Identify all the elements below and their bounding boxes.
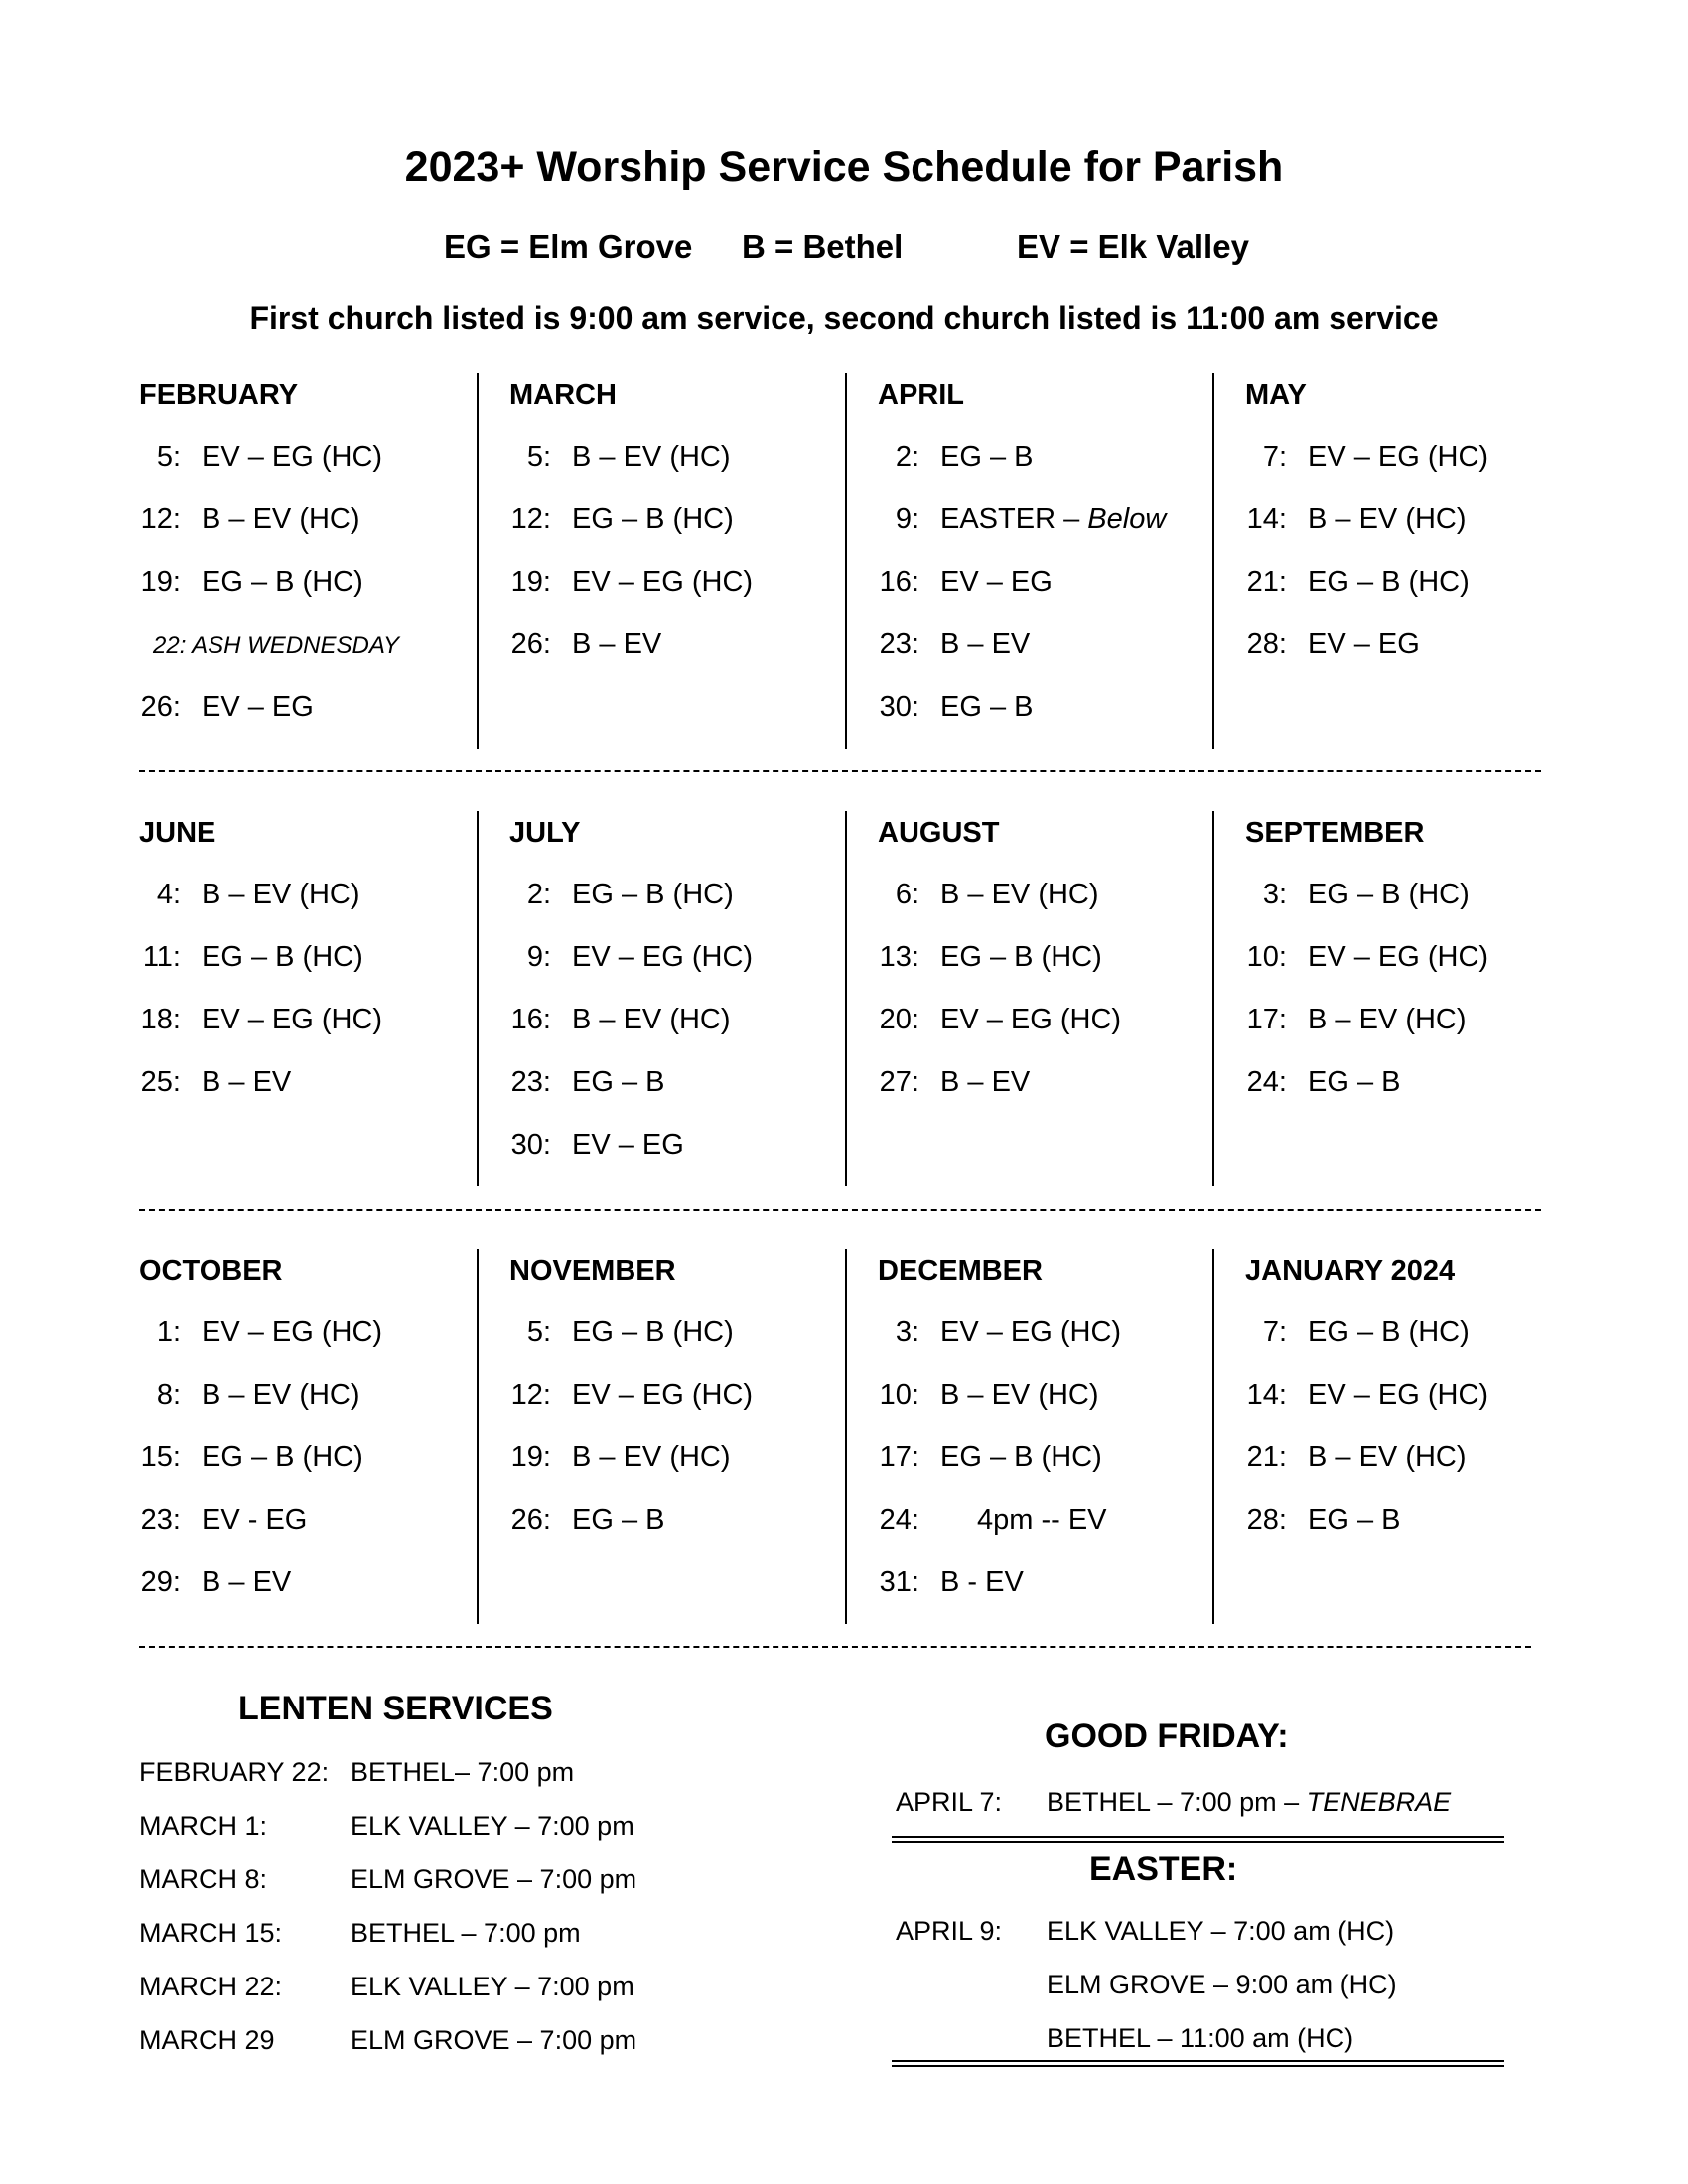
entry-service: EG – B (HC) [572, 503, 734, 535]
month-name: AUGUST [878, 817, 1000, 849]
entry-service: B - EV [940, 1567, 1024, 1598]
entry-day: 18: [140, 1004, 181, 1035]
entry-service: EG – B (HC) [940, 1441, 1102, 1473]
entry-service: EV – EG (HC) [202, 441, 383, 473]
entry-service: EG – B [1308, 1504, 1401, 1536]
schedule-entry [509, 941, 754, 974]
schedule-entry [139, 566, 363, 599]
entry-day: 7: [1262, 1316, 1287, 1348]
page-title: 2023+ Worship Service Schedule for Parish [404, 143, 1284, 191]
entry-day: 28: [1246, 1504, 1287, 1536]
entry-day: 5: [156, 441, 181, 473]
entry-service: EG – B [572, 1504, 665, 1536]
entry-day: 27: [879, 1066, 919, 1098]
entry-service: B – EV (HC) [572, 441, 731, 473]
entry-day: 31: [879, 1567, 919, 1598]
month-block [845, 1249, 1212, 1624]
schedule-entry [878, 503, 1167, 536]
lenten-service: ELM GROVE – 7:00 pm [351, 2025, 637, 2055]
month-name: OCTOBER [139, 1255, 283, 1287]
entry-day: 19: [140, 566, 181, 598]
entry-day: 25: [140, 1066, 181, 1098]
month-block [1212, 1249, 1541, 1624]
entry-service: EG – B (HC) [202, 941, 363, 973]
entry-day: 9: [895, 503, 919, 535]
schedule-entry [878, 879, 1099, 911]
schedule-note [139, 628, 399, 661]
month-block [477, 811, 845, 1186]
schedule-entry [878, 1504, 1107, 1537]
entry-day: 30: [510, 1129, 551, 1160]
entry-service: B – EV (HC) [940, 1379, 1099, 1411]
entry-service: EV – EG (HC) [572, 1379, 754, 1411]
note-text: 22: ASH WEDNESDAY [153, 632, 400, 659]
month-block [137, 373, 475, 749]
entry-service: EV – EG (HC) [1308, 441, 1489, 473]
entry-day: 14: [1246, 503, 1287, 535]
entry-day: 23: [879, 628, 919, 660]
entry-day: 13: [879, 941, 919, 973]
schedule-entry [1245, 503, 1467, 536]
legend-elm-grove: EG = Elm Grove [444, 228, 693, 265]
entry-day: 26: [510, 1504, 551, 1536]
month-block [1212, 811, 1541, 1186]
easter-service-1: ELK VALLEY – 7:00 am (HC) [1047, 1916, 1395, 1946]
entry-day: 19: [510, 1441, 551, 1473]
month-block [845, 811, 1212, 1186]
entry-service: B – EV [940, 628, 1031, 660]
entry-service: EV – EG (HC) [202, 1004, 383, 1035]
entry-service: EG – B [940, 691, 1034, 723]
entry-service: B – EV (HC) [202, 879, 360, 910]
schedule-entry [878, 1316, 1122, 1349]
entry-service: EV – EG [572, 1129, 684, 1160]
entry-service: EV – EG (HC) [1308, 941, 1489, 973]
lenten-service: BETHEL– 7:00 pm [351, 1757, 575, 1787]
dashed-divider [139, 1209, 1541, 1211]
entry-day: 12: [510, 1379, 551, 1411]
entry-day: 5: [526, 1316, 551, 1348]
good-friday-date: APRIL 7: [896, 1787, 1003, 1817]
entry-service: B – EV [202, 1066, 292, 1098]
month-name: MARCH [509, 379, 617, 411]
good-friday-divider [892, 1836, 1504, 1843]
schedule-entry [139, 1504, 308, 1537]
entry-day: 21: [1246, 1441, 1287, 1473]
schedule-entry [509, 1316, 734, 1349]
entry-day: 5: [526, 441, 551, 473]
entry-service: B – EV (HC) [202, 1379, 360, 1411]
entry-service: B – EV (HC) [1308, 503, 1467, 535]
good-friday-title: GOOD FRIDAY: [1045, 1717, 1289, 1755]
entry-service: 4pm -- EV [977, 1504, 1107, 1536]
schedule-entry [878, 691, 1034, 724]
entry-day: 16: [879, 566, 919, 598]
entry-day: 1: [156, 1316, 181, 1348]
entry-service: EG – B (HC) [1308, 879, 1470, 910]
entry-day: 26: [510, 628, 551, 660]
entry-day: 17: [879, 1441, 919, 1473]
schedule-entry [1245, 1379, 1489, 1412]
entry-day: 19: [510, 566, 551, 598]
schedule-entry [509, 628, 662, 661]
lenten-date: MARCH 8: [139, 1864, 268, 1894]
schedule-entry [509, 441, 731, 474]
schedule-entry [878, 1066, 1031, 1099]
schedule-entry [139, 1066, 292, 1099]
lenten-service: ELK VALLEY – 7:00 pm [351, 1811, 634, 1841]
entry-service: EV – EG (HC) [572, 941, 754, 973]
entry-day: 28: [1246, 628, 1287, 660]
schedule-entry [878, 1379, 1099, 1412]
schedule-entry [139, 1379, 360, 1412]
entry-service: EG – B (HC) [572, 1316, 734, 1348]
entry-service: B – EV (HC) [940, 879, 1099, 910]
schedule-entry [139, 1441, 363, 1474]
month-name: SEPTEMBER [1245, 817, 1425, 849]
dashed-divider [139, 1646, 1531, 1648]
entry-service: EV – EG (HC) [940, 1004, 1122, 1035]
entry-day: 3: [895, 1316, 919, 1348]
entry-day: 3: [1262, 879, 1287, 910]
lenten-date: MARCH 1: [139, 1811, 268, 1841]
schedule-entry [878, 566, 1053, 599]
schedule-entry [1245, 566, 1470, 599]
entry-day: 10: [1246, 941, 1287, 973]
entry-day: 16: [510, 1004, 551, 1035]
month-name: MAY [1245, 379, 1307, 411]
month-block [477, 1249, 845, 1624]
entry-day: 7: [1262, 441, 1287, 473]
entry-service: B – EV (HC) [572, 1004, 731, 1035]
entry-service: EG – B (HC) [572, 879, 734, 910]
month-name: APRIL [878, 379, 964, 411]
entry-day: 12: [510, 503, 551, 535]
schedule-entry [509, 1066, 665, 1099]
entry-day: 11: [142, 941, 181, 973]
entry-day: 24: [1246, 1066, 1287, 1098]
entry-service: B – EV [572, 628, 662, 660]
schedule-entry [878, 1567, 1024, 1599]
schedule-entry [509, 1004, 731, 1036]
month-name: NOVEMBER [509, 1255, 676, 1287]
entry-day: 2: [526, 879, 551, 910]
schedule-entry [509, 1441, 731, 1474]
lenten-service: ELM GROVE – 7:00 pm [351, 1864, 637, 1894]
schedule-entry [1245, 1504, 1401, 1537]
entry-service: EG – B (HC) [1308, 1316, 1470, 1348]
schedule-entry [1245, 941, 1489, 974]
entry-day: 21: [1246, 566, 1287, 598]
entry-day: 20: [879, 1004, 919, 1035]
entry-service: EV - EG [202, 1504, 308, 1536]
month-block [137, 811, 475, 1186]
lenten-service: ELK VALLEY – 7:00 pm [351, 1972, 634, 2001]
legend-bethel: B = Bethel [742, 228, 904, 265]
entry-day: 24: [879, 1504, 919, 1536]
month-name: JANUARY 2024 [1245, 1255, 1456, 1287]
schedule-entry [878, 1004, 1122, 1036]
entry-day: 9: [526, 941, 551, 973]
entry-service: B – EV (HC) [572, 1441, 731, 1473]
entry-service: EV – EG (HC) [1308, 1379, 1489, 1411]
schedule-entry [878, 628, 1031, 661]
entry-service: EV – EG (HC) [940, 1316, 1122, 1348]
schedule-entry [1245, 1441, 1467, 1474]
schedule-entry [509, 566, 754, 599]
entry-day: 8: [156, 1379, 181, 1411]
schedule-entry [878, 1441, 1102, 1474]
schedule-entry [139, 1316, 383, 1349]
easter-date: APRIL 9: [896, 1916, 1003, 1946]
entry-service: EG – B [1308, 1066, 1401, 1098]
schedule-entry [509, 1129, 684, 1161]
entry-day: 4: [156, 879, 181, 910]
legend-elk-valley: EV = Elk Valley [1017, 228, 1249, 265]
entry-service: EV – EG [202, 691, 314, 723]
lenten-service: BETHEL – 7:00 pm [351, 1918, 581, 1948]
entry-day: 29: [140, 1567, 181, 1598]
month-name: JULY [509, 817, 581, 849]
easter-divider [892, 2060, 1504, 2067]
schedule-entry [139, 879, 360, 911]
schedule-entry [1245, 441, 1489, 474]
service-time-note: First church listed is 9:00 am service, second church listed is 11:00 am service [249, 300, 1439, 336]
entry-service: EV – EG (HC) [572, 566, 754, 598]
entry-service: EG – B (HC) [1308, 566, 1470, 598]
lenten-services-title: LENTEN SERVICES [238, 1690, 553, 1727]
entry-service: B – EV [202, 1567, 292, 1598]
month-name: FEBRUARY [139, 379, 299, 411]
entry-service: EG – B (HC) [202, 566, 363, 598]
entry-service: EG – B [940, 441, 1034, 473]
dashed-divider [139, 770, 1541, 772]
entry-service: EV – EG [940, 566, 1053, 598]
month-block [137, 1249, 475, 1624]
entry-service: EG – B (HC) [940, 941, 1102, 973]
entry-service: EASTER – Below [940, 503, 1167, 535]
entry-day: 2: [895, 441, 919, 473]
entry-day: 14: [1246, 1379, 1287, 1411]
schedule-entry [509, 1379, 754, 1412]
entry-day: 17: [1246, 1004, 1287, 1035]
entry-day: 23: [510, 1066, 551, 1098]
schedule-entry [139, 503, 360, 536]
entry-service: B – EV (HC) [1308, 1441, 1467, 1473]
entry-service: EG – B [572, 1066, 665, 1098]
entry-day: 15: [140, 1441, 181, 1473]
lenten-date: MARCH 15: [139, 1918, 283, 1948]
entry-day: 30: [879, 691, 919, 723]
entry-day: 6: [895, 879, 919, 910]
entry-service: EV – EG (HC) [202, 1316, 383, 1348]
schedule-entry [1245, 1316, 1470, 1349]
month-block [845, 373, 1212, 749]
entry-day: 23: [140, 1504, 181, 1536]
schedule-entry [509, 879, 734, 911]
entry-day: 12: [140, 503, 181, 535]
entry-day: 26: [140, 691, 181, 723]
easter-title: EASTER: [1089, 1850, 1238, 1888]
month-name: DECEMBER [878, 1255, 1043, 1287]
month-block [1212, 373, 1541, 749]
good-friday-service: BETHEL – 7:00 pm – TENEBRAE [1047, 1787, 1452, 1817]
schedule-entry [878, 941, 1102, 974]
schedule-entry [139, 691, 314, 724]
entry-service: B – EV [940, 1066, 1031, 1098]
entry-day: 10: [879, 1379, 919, 1411]
month-block [477, 373, 845, 749]
entry-service: EG – B (HC) [202, 1441, 363, 1473]
schedule-entry [1245, 879, 1470, 911]
schedule-entry [1245, 1004, 1467, 1036]
easter-service-3: BETHEL – 11:00 am (HC) [1047, 2023, 1354, 2053]
month-name: JUNE [139, 817, 216, 849]
schedule-entry [139, 441, 383, 474]
schedule-entry [139, 1004, 383, 1036]
schedule-entry [139, 941, 363, 974]
schedule-entry [1245, 1066, 1401, 1099]
schedule-entry [509, 1504, 665, 1537]
entry-service: B – EV (HC) [202, 503, 360, 535]
entry-service: B – EV (HC) [1308, 1004, 1467, 1035]
schedule-entry [509, 503, 734, 536]
schedule-entry [1245, 628, 1420, 661]
schedule-entry [878, 441, 1034, 474]
entry-service: EV – EG [1308, 628, 1420, 660]
lenten-date: FEBRUARY 22: [139, 1757, 330, 1787]
easter-service-2: ELM GROVE – 9:00 am (HC) [1047, 1970, 1397, 1999]
lenten-date: MARCH 22: [139, 1972, 283, 2001]
schedule-entry [139, 1567, 292, 1599]
lenten-date: MARCH 29 [139, 2025, 275, 2055]
